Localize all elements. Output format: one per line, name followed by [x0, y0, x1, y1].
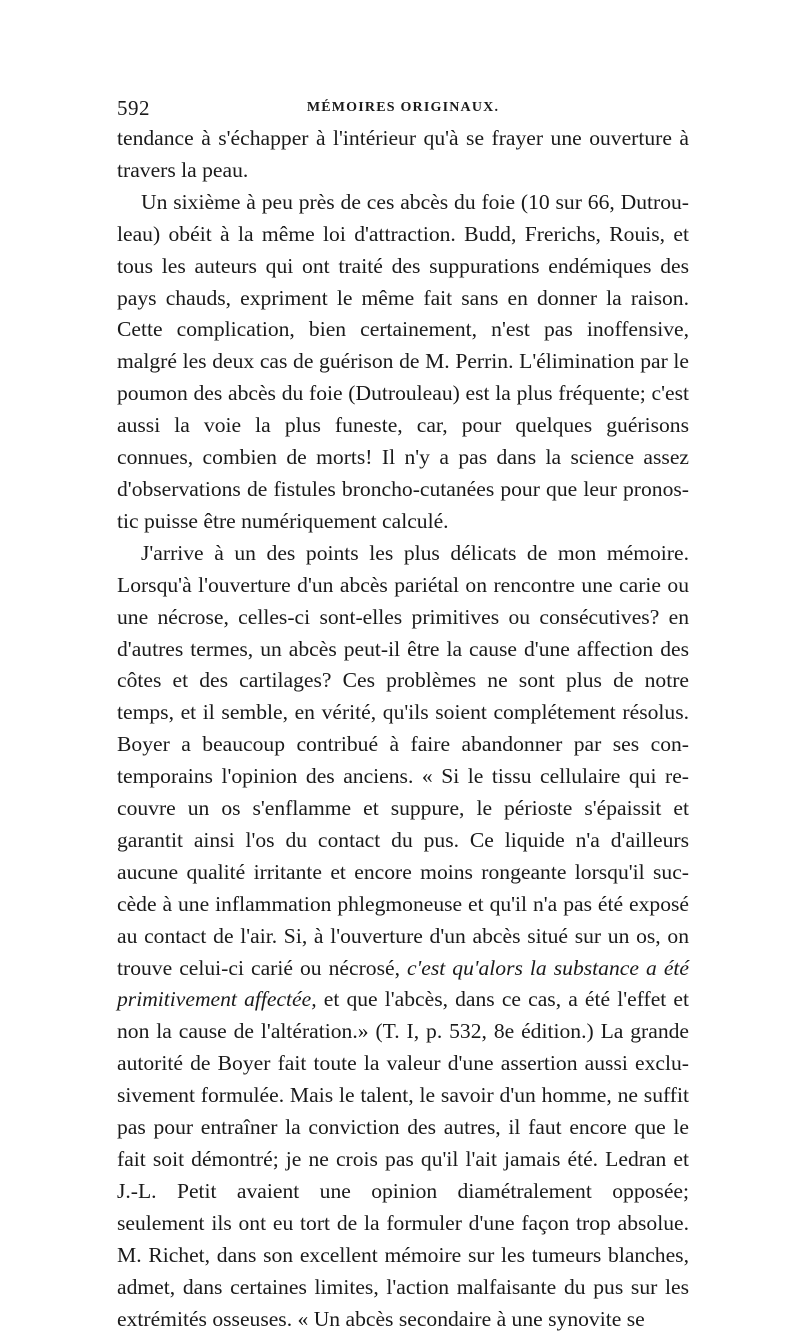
body-text [117, 123, 689, 1335]
paragraph-text-segment: J'arrive à un des points les plus délicats de mon mémoire. Lorsqu'à l'ouverture d'un abcès pariétal on rencontre une carie ou une nécrose, celles-ci sont-elles primitives ou consécutives? en d'autres termes, un abcès peut-il être la cause d'une affection des côtes et des cartilages? Ces problèmes ne sont plus de notre temps, et il semble, en vérité, qu'ils soient complétement résolus. Boyer a beaucoup contribué à faire abandonner par ses contemporains l'opinion des anciens. « Si le tissu cellulaire qui recouvre un os s'enflamme et suppure, le périoste s'épaissit et garantit ainsi l'os du contact du pus. Ce liquide n'a d'ailleurs aucune qualité irritante et encore moins rongeante lorsqu'il succède à une inflammation phlegmoneuse et qu'il n'a pas été exposé au contact de l'air. Si, à l'ouverture d'un abcès situé sur un os, on trouve celui-ci carié ou nécrosé, [117, 540, 689, 980]
paragraph-text-segment: et que l'abcès, dans ce cas, a été l'effet et non la cause de l'altération.» (T. I, p. 532, 8e édition.) La grande autorité de Boyer fait toute la valeur d'une assertion aussi exclusivement formulée. Mais le talent, le savoir d'un homme, ne suffit pas pour entraîner la conviction des autres, il faut encore que le fait soit démontré; je ne crois pas qu'il l'ait jamais été. Ledran et J.-L. Petit avaient une opinion diamétralement opposée; seulement ils ont eu tort de la formuler d'une façon trop absolue. M. Richet, dans son excellent mémoire sur les tumeurs blanches, admet, dans certaines limites, l'action malfaisante du pus sur les extrémités osseuses. « Un abcès secondaire à une synovite se [117, 987, 689, 1331]
page-header [117, 96, 689, 122]
italic-quote: c'est qu'alors la substance a été primitivement affectée, [117, 955, 689, 1012]
page-number: 592 [117, 96, 150, 120]
paragraph-liver-abscess: Un sixième à peu près de ces abcès du foie (10 sur 66, Dutrouleau) obéit à la même loi d'attraction. Budd, Frerichs, Rouis, et tous les auteurs qui ont traité des suppurations endémiques des pays chauds, expriment le même fait sans en donner la raison. Cette complication, bien certainement, n'est pas inoffensive, malgré les deux cas de guérison de M. Perrin. L'élimination par le poumon des abcès du foie (Dutrouleau) est la plus fréquente; c'est aussi la voie la plus funeste, car, pour quelques guérisons connues, combien de morts! Il n'y a pas dans la science assez d'observations de fistules broncho-cutanées pour que leur pronostic puisse être numériquement calculé. [117, 189, 689, 533]
paragraph-boyer-opinion [117, 538, 689, 1335]
paragraph-continuation: tendance à s'échapper à l'intérieur qu'à se frayer une ouverture à travers la peau. [117, 126, 689, 182]
running-title: MÉMOIRES ORIGINAUX. [306, 100, 500, 115]
